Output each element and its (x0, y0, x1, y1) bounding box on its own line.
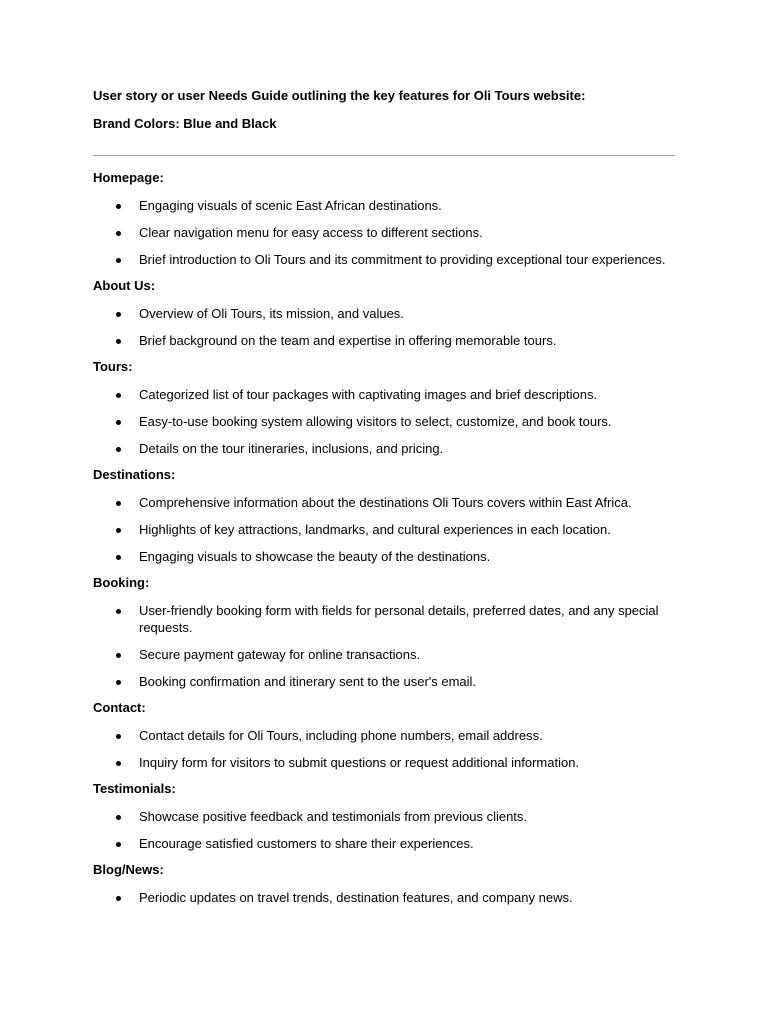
bullet-icon (116, 653, 121, 658)
list-item (93, 224, 675, 241)
section-heading: Booking: (93, 575, 150, 590)
list-item-text: Periodic updates on travel trends, destination features, and company news. (139, 890, 573, 905)
list-item (93, 889, 675, 906)
section-homepage (93, 170, 675, 268)
list-item-text: Encourage satisfied customers to share their experiences. (139, 836, 474, 851)
sections-container (93, 170, 675, 906)
horizontal-divider (93, 155, 675, 156)
list-item (93, 646, 675, 663)
list-item (93, 808, 675, 825)
list-item-text: Brief background on the team and expertise in offering memorable tours. (139, 333, 557, 348)
bullet-list (93, 305, 675, 349)
list-item-text: Details on the tour itineraries, inclusions, and pricing. (139, 441, 444, 456)
list-item (93, 727, 675, 744)
bullet-icon (116, 680, 121, 685)
section-destinations (93, 467, 675, 565)
section-heading: Tours: (93, 359, 133, 374)
list-item (93, 386, 675, 403)
section-heading: Homepage: (93, 170, 164, 185)
list-item-text: Secure payment gateway for online transactions. (139, 647, 421, 662)
list-item (93, 602, 675, 636)
bullet-list (93, 889, 675, 906)
list-item (93, 494, 675, 511)
bullet-list (93, 386, 675, 457)
list-item-text: Highlights of key attractions, landmarks, and cultural experiences in each location. (139, 522, 611, 537)
bullet-icon (116, 231, 121, 236)
bullet-icon (116, 896, 121, 901)
bullet-icon (116, 204, 121, 209)
bullet-icon (116, 393, 121, 398)
list-item (93, 332, 675, 349)
list-item-text: Booking confirmation and itinerary sent to the user's email. (139, 674, 477, 689)
list-item (93, 413, 675, 430)
bullet-icon (116, 258, 121, 263)
bullet-icon (116, 761, 121, 766)
list-item-text: Showcase positive feedback and testimonials from previous clients. (139, 809, 528, 824)
bullet-icon (116, 312, 121, 317)
list-item-text: Easy-to-use booking system allowing visitors to select, customize, and book tours. (139, 414, 612, 429)
section-contact (93, 700, 675, 771)
bullet-icon (116, 815, 121, 820)
list-item-text: Overview of Oli Tours, its mission, and values. (139, 306, 404, 321)
list-item (93, 305, 675, 322)
bullet-list (93, 808, 675, 852)
list-item-text: User-friendly booking form with fields for personal details, preferred dates, and any special requests. (139, 603, 659, 635)
bullet-icon (116, 501, 121, 506)
section-heading: Blog/News: (93, 862, 164, 877)
bullet-icon (116, 609, 121, 614)
section-heading: About Us: (93, 278, 156, 293)
bullet-icon (116, 842, 121, 847)
document-intro: User story or user Needs Guide outlining the key features for Oli Tours website: (93, 88, 586, 103)
list-item (93, 197, 675, 214)
bullet-icon (116, 555, 121, 560)
list-item-text: Brief introduction to Oli Tours and its commitment to providing exceptional tour experiences. (139, 252, 666, 267)
bullet-icon (116, 734, 121, 739)
bullet-icon (116, 447, 121, 452)
section-tours (93, 359, 675, 457)
bullet-icon (116, 528, 121, 533)
section-heading: Contact: (93, 700, 146, 715)
list-item-text: Engaging visuals to showcase the beauty of the destinations. (139, 549, 491, 564)
bullet-icon (116, 420, 121, 425)
list-item-text: Clear navigation menu for easy access to different sections. (139, 225, 483, 240)
list-item (93, 548, 675, 565)
section-blog-news (93, 862, 675, 906)
list-item-text: Inquiry form for visitors to submit questions or request additional information. (139, 755, 580, 770)
list-item-text: Comprehensive information about the destinations Oli Tours covers within East Africa. (139, 495, 632, 510)
bullet-list (93, 494, 675, 565)
bullet-list (93, 602, 675, 690)
bullet-icon (116, 339, 121, 344)
brand-colors-line: Brand Colors: Blue and Black (93, 116, 277, 131)
section-heading: Destinations: (93, 467, 176, 482)
list-item (93, 673, 675, 690)
list-item (93, 521, 675, 538)
list-item-text: Categorized list of tour packages with captivating images and brief descriptions. (139, 387, 598, 402)
section-booking (93, 575, 675, 690)
list-item (93, 440, 675, 457)
list-item (93, 251, 675, 268)
section-heading: Testimonials: (93, 781, 176, 796)
list-item (93, 754, 675, 771)
section-about-us (93, 278, 675, 349)
section-testimonials (93, 781, 675, 852)
list-item-text: Contact details for Oli Tours, including phone numbers, email address. (139, 728, 543, 743)
list-item (93, 835, 675, 852)
bullet-list (93, 197, 675, 268)
bullet-list (93, 727, 675, 771)
list-item-text: Engaging visuals of scenic East African destinations. (139, 198, 442, 213)
